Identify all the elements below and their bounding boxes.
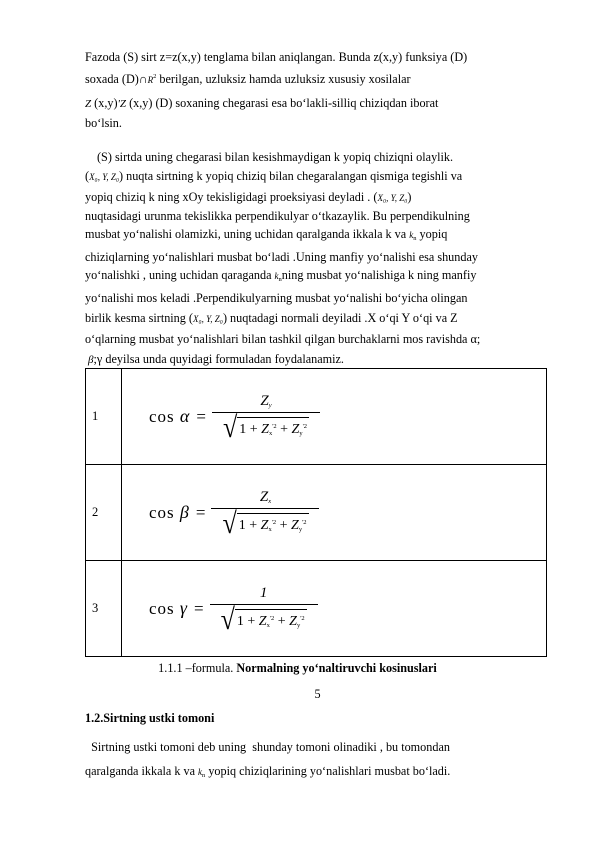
- formula-table: [85, 368, 547, 657]
- text-line: (X₀, Y, Z₀) nuqta sirtning k yopiq chiziq bilan chegaralangan qismiga tegishli va: [85, 169, 463, 184]
- section-heading: 1.2.Sirtning ustki tomoni: [85, 711, 215, 725]
- paragraph-upper-side: [85, 735, 550, 788]
- text-line: β;γ deyilsa unda quyidagi formuladan foydalanamiz.: [88, 352, 344, 367]
- text-line: Sirtning ustki tomoni deb uning shunday tomoni olinadiki , bu tomondan: [85, 740, 450, 754]
- text-line: musbat yo‘nalishi olamizki, uning uchidan qaralganda ikkala k va $k_n$ yopiq: [85, 227, 448, 243]
- text-line: (S) sirtda uning chegarasi bilan kesishmaydigan k yopiq chiziqni olaylik.: [97, 150, 454, 164]
- paragraph-normal-definition: [85, 148, 550, 371]
- formula-caption: 1.1.1 –formula. Normalning yo‘naltiruvchi kosinuslari: [158, 661, 437, 675]
- table-row: [86, 561, 547, 657]
- text-line: yopiq chiziq k ning xOy tekisligidagi proeksiyasi deyladi . (X₀, Y, Z₀): [85, 189, 412, 204]
- page-number: 5: [314, 687, 321, 701]
- text-line: bo‘lsin.: [85, 116, 122, 131]
- formula-cell: [122, 561, 547, 657]
- text-line: yo‘nalishi mos keladi .Perpendikulyarning musbat yo‘nalishi bo‘yicha olingan: [85, 291, 468, 306]
- formula-cos-beta: cos β = $Z_x$ √ $1 + Z_x^{'2} + Z_y^{'2}$: [123, 489, 545, 537]
- paragraph-intro: [85, 48, 550, 134]
- text-line: nuqtasidagi urunma tekislikka perpendikulyar o‘tkazaylik. Bu perpendikulning: [85, 209, 470, 224]
- text-line: chiziqlarning yo‘nalishlari musbat bo‘ladi .Uning manfiy yo‘nalishi esa shunday: [85, 250, 478, 265]
- table-row: [86, 369, 547, 465]
- formula-number: 1: [86, 369, 122, 465]
- text-line: birlik kesma sirtning (X₀, Y, Z₀) nuqtadagi normali deyiladi .X o‘qi Y o‘qi va Z: [85, 311, 458, 326]
- text-line: o‘qlarning musbat yo‘nalishlari bilan tashkil qilgan burchaklarni mos ravishda α;: [85, 332, 481, 347]
- table-row: [86, 465, 547, 561]
- formula-cos-alpha: cos α = $Z_y$ √ $1 + Z_x^{'2} + Z_y^{'2}$: [123, 393, 545, 441]
- formula-number: 2: [86, 465, 122, 561]
- text-line: yo‘nalishki , uning uchidan qaraganda $k_nning$ musbat yo‘nalishiga k ning manfiy: [85, 268, 477, 284]
- formula-cell: [122, 369, 547, 465]
- text-line: qaralganda ikkala k va $k_n$ yopiq chiziqlarining yo‘nalishlari musbat bo‘ladi.: [85, 764, 451, 779]
- formula-number: 3: [86, 561, 122, 657]
- text-line: soxada $(D)\cap R^2$ berilgan, uzluksiz hamda uzluksiz xususiy xosilalar: [85, 72, 411, 87]
- formula-cos-gamma: cos γ = 1 √ $1 + Z_x^{'2} + Z_y^{'2}$: [123, 585, 545, 633]
- formula-cell: [122, 465, 547, 561]
- text-line: Z (x,y)'Z (x,y) (D) soxaning chegarasi esa bo‘lakli-silliq chiziqdan iborat: [85, 95, 439, 110]
- text-line: Fazoda (S) sirt z=z(x,y) tenglama bilan aniqlangan. Bunda z(x,y) funksiya (D): [85, 50, 468, 64]
